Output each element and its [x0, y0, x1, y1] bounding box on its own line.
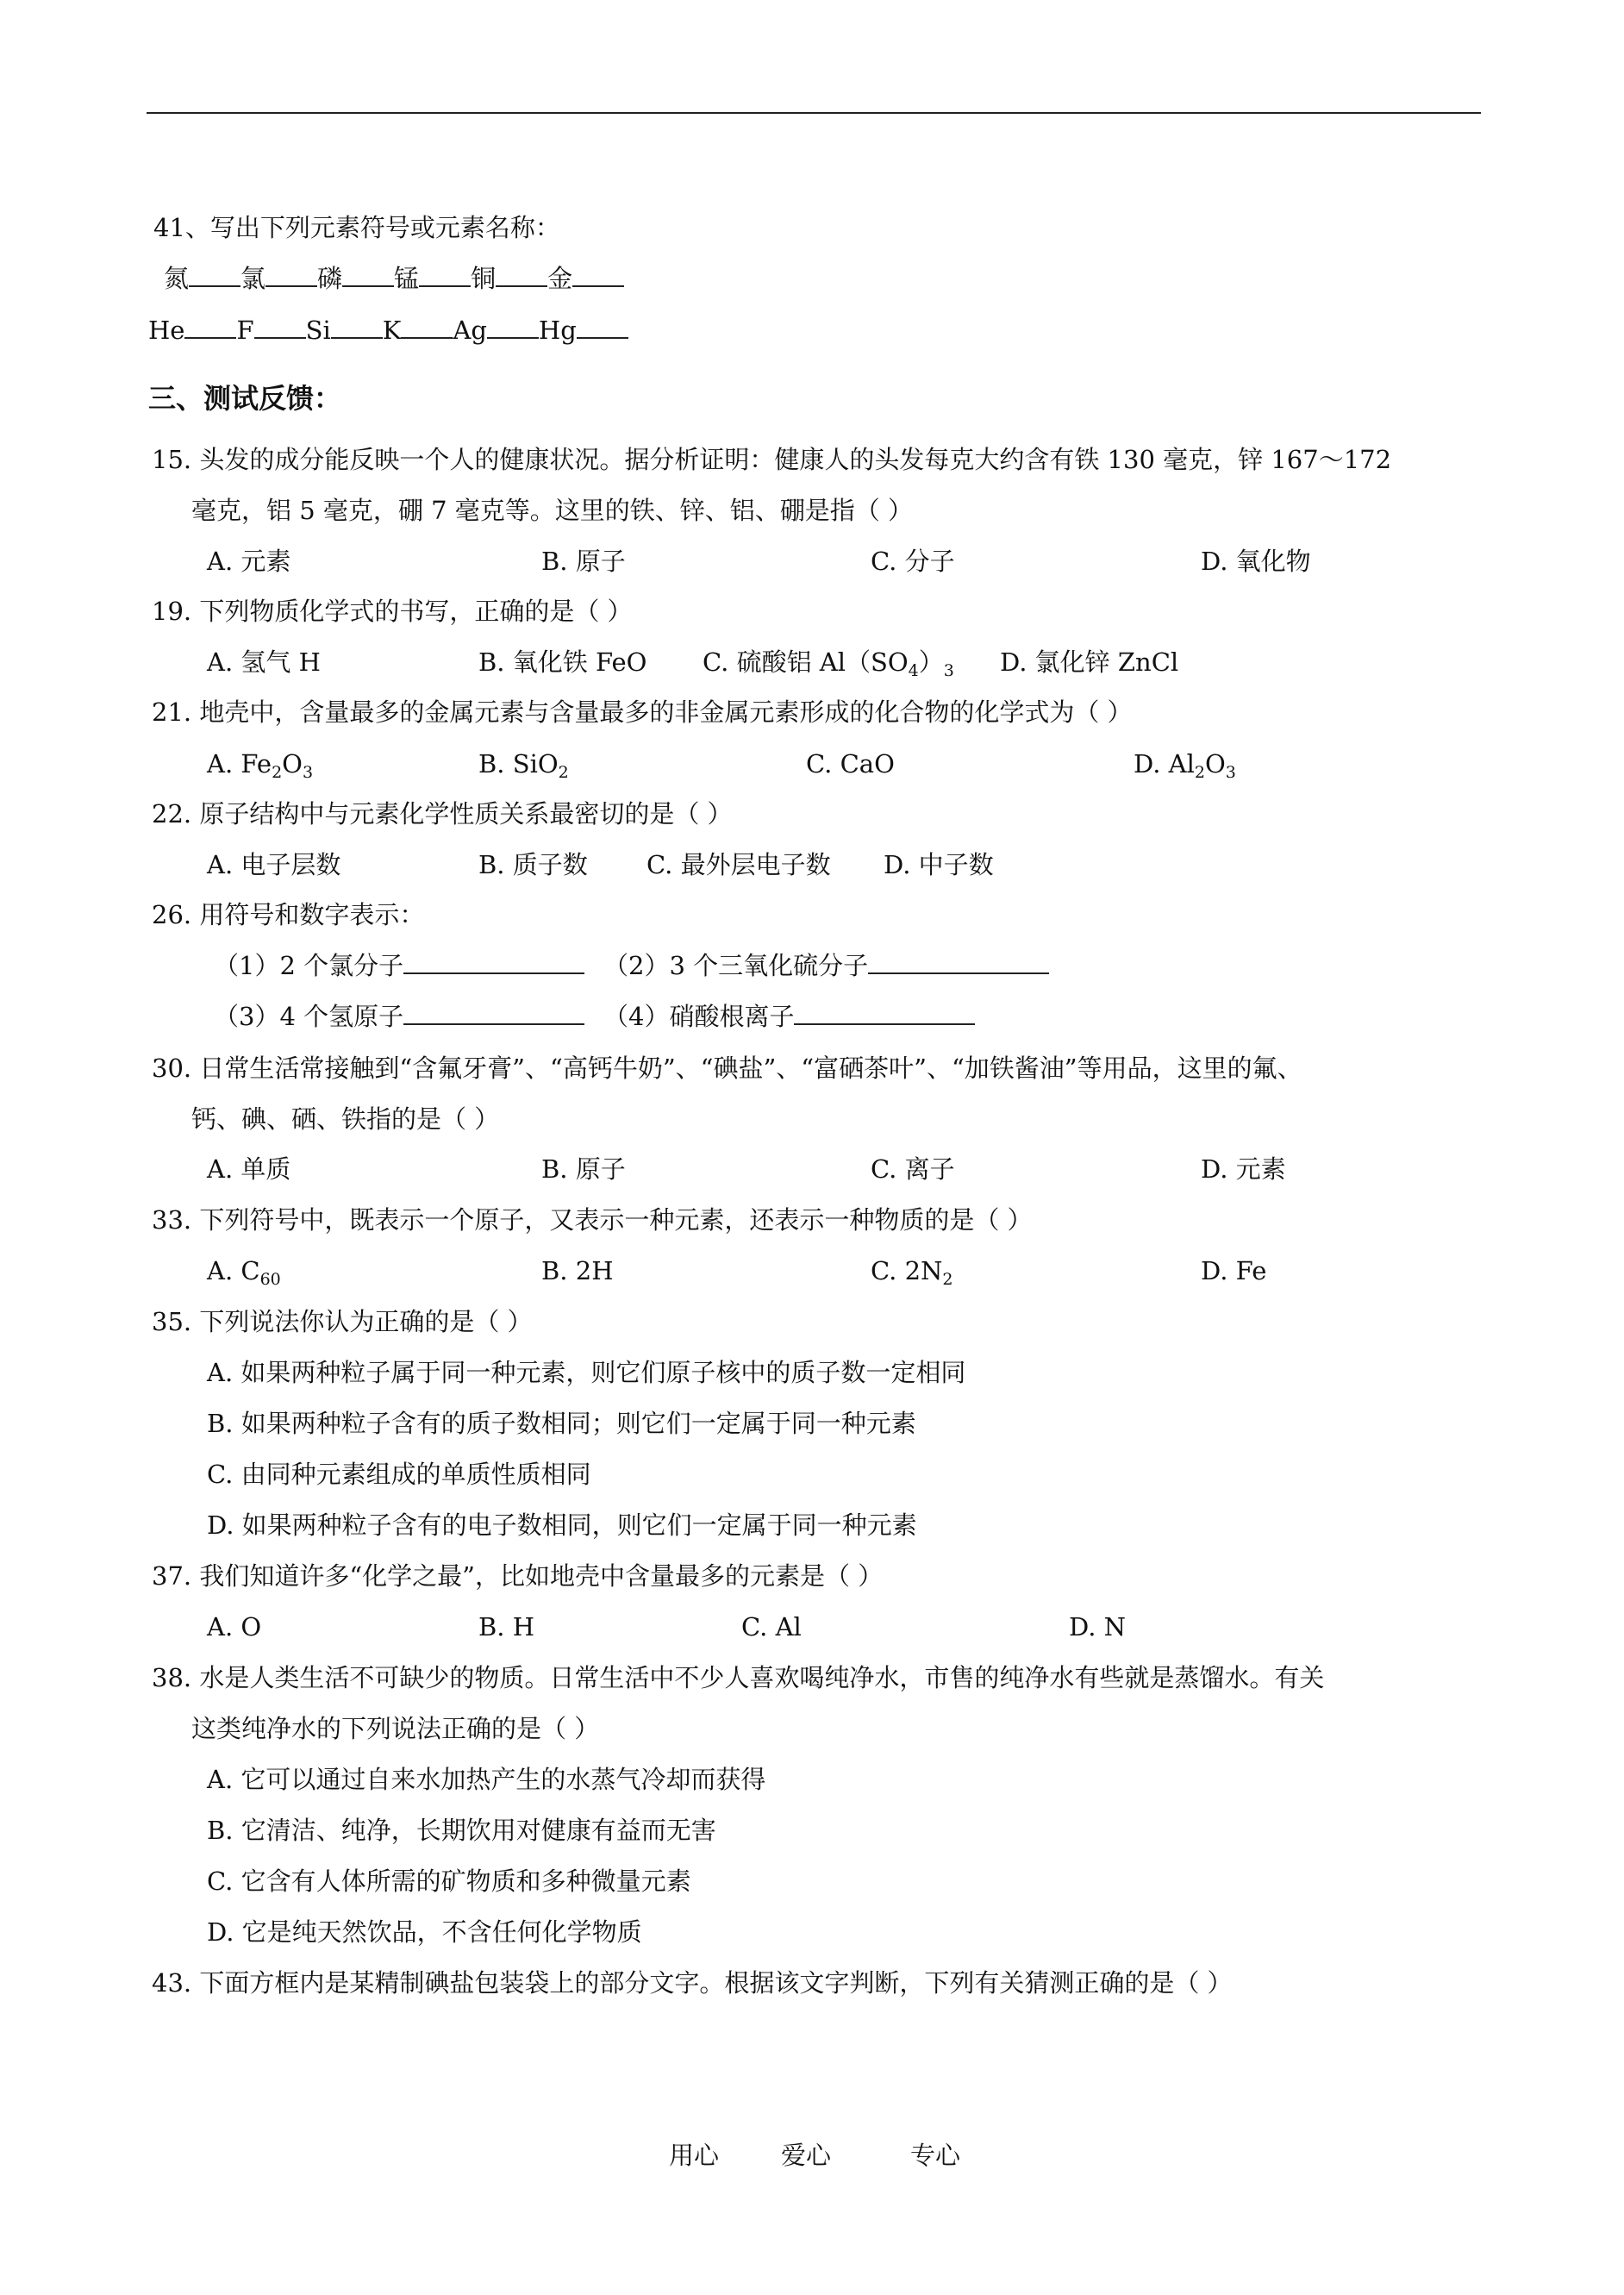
q35-option-c[interactable]: C. 由同种元素组成的单质性质相同 [207, 1460, 591, 1489]
element-symbol: Hg [538, 316, 577, 345]
answer-blank[interactable] [184, 313, 236, 339]
element-name: 氮 [164, 264, 190, 293]
answer-blank[interactable] [577, 313, 628, 339]
answer-blank[interactable] [342, 261, 394, 287]
answer-blank[interactable] [572, 261, 624, 287]
answer-blank[interactable] [419, 261, 471, 287]
answer-blank[interactable] [189, 261, 240, 287]
footer-text-2: 爱心 [781, 2141, 832, 2170]
q38-option-d[interactable]: D. 它是纯天然饮品，不含任何化学物质 [207, 1917, 642, 1947]
q41-row2 [148, 313, 628, 347]
element-name: 金 [547, 264, 573, 293]
answer-blank[interactable] [403, 999, 584, 1025]
q26-stem: 26. 用符号和数字表示： [152, 900, 425, 929]
answer-blank[interactable] [254, 313, 306, 339]
q35-stem: 35. 下列说法你认为正确的是（ ） [152, 1307, 533, 1336]
q41-title: 41、写出下列元素符号或元素名称： [153, 213, 560, 242]
q26-part1: （1）2 个氯分子 [214, 948, 584, 983]
q41-row1 [164, 261, 624, 296]
q15-option-c[interactable]: C. 分子 [871, 547, 955, 576]
q21-stem: 21. 地壳中，含量最多的金属元素与含量最多的非金属元素形成的化合物的化学式为（ ） [152, 697, 1133, 727]
footer-text-1: 用心 [669, 2141, 720, 2170]
q37-option-c[interactable]: C. Al [741, 1612, 802, 1642]
q26-part3: （3）4 个氢原子 [214, 999, 584, 1034]
q21-option-c[interactable]: C. CaO [806, 749, 895, 779]
q38-stem-line2: 这类纯净水的下列说法正确的是（ ） [191, 1714, 600, 1743]
element-name: 铜 [471, 264, 497, 293]
q19-option-b[interactable]: B. 氧化铁 FeO [478, 647, 647, 677]
q35-option-d[interactable]: D. 如果两种粒子含有的电子数相同，则它们一定属于同一种元素 [207, 1510, 917, 1540]
q21-option-d[interactable]: D. $Al_2O_3$ [1134, 749, 1236, 782]
q30-option-b[interactable]: B. 原子 [541, 1154, 626, 1184]
element-symbol: He [148, 316, 185, 345]
element-symbol: F [236, 316, 254, 345]
answer-blank[interactable] [331, 313, 383, 339]
q30-stem-line1: 30. 日常生活常接触到“含氟牙膏”、“高钙牛奶”、“碘盐”、“富硒茶叶”、“加铁酱油”等用品，这里的氟、 [152, 1054, 1302, 1083]
q37-option-a[interactable]: A. O [207, 1612, 262, 1642]
element-name: 锰 [394, 264, 420, 293]
header-rule [147, 112, 1481, 114]
element-symbol: Si [305, 316, 331, 345]
q19-option-a[interactable]: A. 氢气 H [207, 647, 321, 677]
q22-option-c[interactable]: C. 最外层电子数 [646, 850, 831, 879]
answer-blank[interactable] [403, 948, 584, 974]
q22-stem: 22. 原子结构中与元素化学性质关系最密切的是（ ） [152, 799, 733, 829]
answer-blank[interactable] [794, 999, 975, 1025]
q19-stem: 19. 下列物质化学式的书写，正确的是（ ） [152, 597, 633, 626]
q30-stem-line2: 钙、碘、硒、铁指的是（ ） [191, 1104, 500, 1134]
element-symbol: Ag [453, 316, 487, 345]
q30-option-a[interactable]: A. 单质 [207, 1154, 291, 1184]
q19-option-d[interactable]: D. 氯化锌 ZnCl [1000, 647, 1179, 677]
answer-blank[interactable] [868, 948, 1049, 974]
q35-option-a[interactable]: A. 如果两种粒子属于同一种元素，则它们原子核中的质子数一定相同 [207, 1358, 966, 1387]
q15-stem-line2: 毫克，铝 5 毫克，硼 7 毫克等。这里的铁、锌、铝、硼是指（ ） [191, 496, 913, 525]
q22-option-d[interactable]: D. 中子数 [884, 850, 994, 879]
q30-option-c[interactable]: C. 离子 [871, 1154, 955, 1184]
q38-stem-line1: 38. 水是人类生活不可缺少的物质。日常生活中不少人喜欢喝纯净水，市售的纯净水有些就是蒸馏水。有关 [152, 1663, 1325, 1692]
q33-option-b[interactable]: B. 2H [541, 1256, 614, 1285]
q22-option-b[interactable]: B. 质子数 [478, 850, 588, 879]
q43-stem: 43. 下面方框内是某精制碘盐包装袋上的部分文字。根据该文字判断，下列有关猜测正确的是（ ） [152, 1968, 1233, 1998]
element-name: 磷 [317, 264, 343, 293]
q38-option-a[interactable]: A. 它可以通过自来水加热产生的水蒸气冷却而获得 [207, 1765, 766, 1794]
q37-option-b[interactable]: B. H [478, 1612, 535, 1642]
answer-blank[interactable] [401, 313, 453, 339]
q15-option-d[interactable]: D. 氧化物 [1201, 547, 1311, 576]
q21-option-b[interactable]: B. SiO$_2$ [478, 749, 569, 782]
q22-option-a[interactable]: A. 电子层数 [207, 850, 341, 879]
q19-option-c[interactable]: C. 硫酸铝 $Al(SO_4)_3$ [703, 647, 954, 680]
q30-option-d[interactable]: D. 元素 [1201, 1154, 1286, 1184]
element-name: 氯 [240, 264, 266, 293]
q38-option-b[interactable]: B. 它清洁、纯净，长期饮用对健康有益而无害 [207, 1816, 716, 1845]
q26-part2: （2）3 个三氧化硫分子 [603, 948, 1049, 983]
q33-stem: 33. 下列符号中，既表示一个原子，又表示一种元素，还表示一种物质的是（ ） [152, 1205, 1033, 1235]
section-heading: 三、测试反馈： [148, 382, 342, 415]
answer-blank[interactable] [265, 261, 317, 287]
q21-option-a[interactable]: A. $Fe_2O_3$ [207, 749, 314, 782]
q15-option-a[interactable]: A. 元素 [207, 547, 291, 576]
answer-blank[interactable] [487, 313, 539, 339]
q26-part4: （4）硝酸根离子 [603, 999, 975, 1034]
q15-option-b[interactable]: B. 原子 [541, 547, 626, 576]
q37-option-d[interactable]: D. N [1069, 1612, 1127, 1642]
q33-option-c[interactable]: C. $2N_2$ [871, 1256, 953, 1289]
element-symbol: K [382, 316, 402, 345]
q35-option-b[interactable]: B. 如果两种粒子含有的质子数相同；则它们一定属于同一种元素 [207, 1409, 916, 1438]
q37-stem: 37. 我们知道许多“化学之最”，比如地壳中含量最多的元素是（ ） [152, 1561, 884, 1591]
q33-option-a[interactable]: A. $C_{60}$ [207, 1256, 281, 1289]
q33-option-d[interactable]: D. Fe [1201, 1256, 1267, 1285]
answer-blank[interactable] [496, 261, 547, 287]
footer-text-3: 专心 [910, 2141, 961, 2170]
q15-stem-line1: 15. 头发的成分能反映一个人的健康状况。据分析证明：健康人的头发每克大约含有铁 130 毫克，锌 167～172 [152, 445, 1392, 474]
q38-option-c[interactable]: C. 它含有人体所需的矿物质和多种微量元素 [207, 1867, 691, 1896]
